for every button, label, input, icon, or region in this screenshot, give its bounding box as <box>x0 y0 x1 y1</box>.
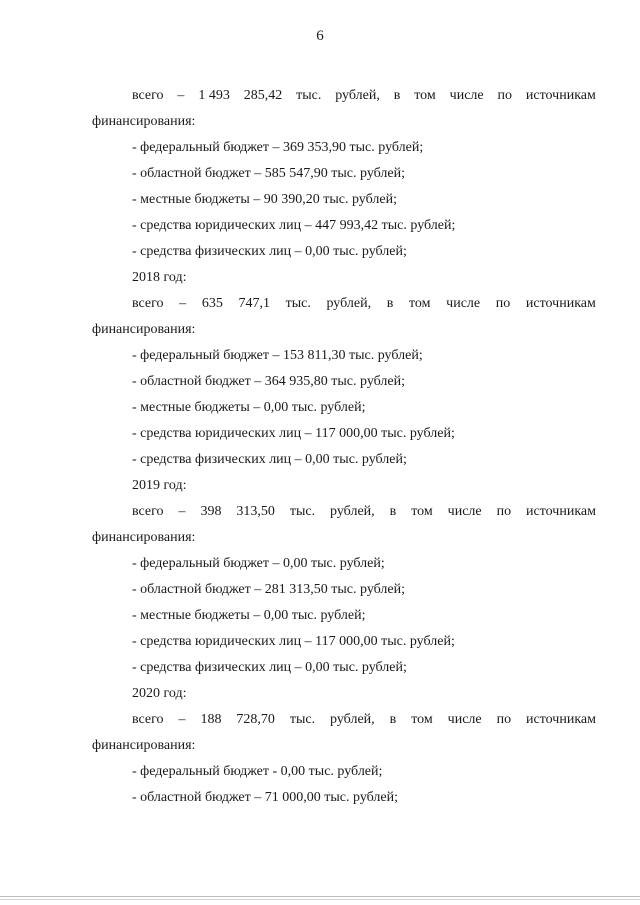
total-word: в <box>389 712 397 727</box>
total-word: – <box>178 504 186 519</box>
total-word: – <box>177 88 185 103</box>
total-word: 747,1 <box>238 296 270 311</box>
total-word: 635 <box>201 296 223 311</box>
total-word: рублей, <box>335 88 380 103</box>
total-word: по <box>496 712 512 727</box>
total-word: том <box>409 296 431 311</box>
funding-item: - средства юридических лиц – 117 000,00 тыс. рублей; <box>132 634 455 649</box>
total-word: 1 493 <box>198 88 230 103</box>
funding-item: - местные бюджеты – 0,00 тыс. рублей; <box>132 400 366 415</box>
funding-item: - федеральный бюджет – 153 811,30 тыс. рублей; <box>132 348 423 363</box>
total-word: источникам <box>525 296 596 311</box>
total-word: том <box>411 712 433 727</box>
total-word: числе <box>447 504 482 519</box>
funding-item: - федеральный бюджет - 0,00 тыс. рублей; <box>132 764 383 779</box>
total-line <box>92 707 596 733</box>
funding-item: - средства физических лиц – 0,00 тыс. рублей; <box>132 452 407 467</box>
total-word: числе <box>446 296 481 311</box>
total-word: по <box>496 504 512 519</box>
total-word: в <box>386 296 394 311</box>
funding-item: - областной бюджет – 71 000,00 тыс. рублей; <box>132 790 398 805</box>
total-line <box>92 83 596 109</box>
total-word: в <box>393 88 401 103</box>
total-word: числе <box>447 712 482 727</box>
total-word: том <box>411 504 433 519</box>
total-word: рублей, <box>330 504 375 519</box>
total-word: по <box>497 88 513 103</box>
total-word: всего <box>132 88 164 103</box>
year-heading: 2019 год: <box>132 478 187 493</box>
page-number: 6 <box>316 28 324 44</box>
total-continuation: финансирования: <box>92 322 196 337</box>
funding-item: - местные бюджеты – 90 390,20 тыс. рублей; <box>132 192 397 207</box>
total-continuation: финансирования: <box>92 114 196 129</box>
footer-rule <box>0 899 640 900</box>
total-word: числе <box>449 88 484 103</box>
total-word: по <box>495 296 511 311</box>
funding-item: - федеральный бюджет – 0,00 тыс. рублей; <box>132 556 385 571</box>
total-word: источникам <box>526 712 596 727</box>
year-heading: 2018 год: <box>132 270 187 285</box>
funding-item: - средства юридических лиц – 117 000,00 тыс. рублей; <box>132 426 455 441</box>
total-word: всего <box>132 504 164 519</box>
total-word: тыс. <box>285 296 311 311</box>
total-word: источникам <box>525 88 596 103</box>
funding-item: - областной бюджет – 281 313,50 тыс. рублей; <box>132 582 405 597</box>
total-word: – <box>179 296 187 311</box>
document-body <box>92 83 596 811</box>
total-word: рублей, <box>326 296 372 311</box>
total-line <box>92 499 596 525</box>
total-word: том <box>414 88 436 103</box>
year-heading: 2020 год: <box>132 686 187 701</box>
footer-rule <box>0 896 640 897</box>
total-word: тыс. <box>296 88 322 103</box>
total-word: 313,50 <box>236 504 275 519</box>
funding-item: - областной бюджет – 585 547,90 тыс. рублей; <box>132 166 405 181</box>
total-word: источникам <box>526 504 596 519</box>
total-word: 188 <box>200 712 222 727</box>
total-word: в <box>389 504 397 519</box>
total-word: 285,42 <box>243 88 283 103</box>
total-word: тыс. <box>289 504 316 519</box>
funding-item: - местные бюджеты – 0,00 тыс. рублей; <box>132 608 366 623</box>
total-word: тыс. <box>289 712 316 727</box>
total-word: 398 <box>200 504 222 519</box>
funding-item: - федеральный бюджет – 369 353,90 тыс. рублей; <box>132 140 424 155</box>
funding-item: - средства физических лиц – 0,00 тыс. рублей; <box>132 660 407 675</box>
funding-item: - областной бюджет – 364 935,80 тыс. рублей; <box>132 374 405 389</box>
total-continuation: финансирования: <box>92 738 196 753</box>
total-line <box>92 291 596 317</box>
funding-item: - средства физических лиц – 0,00 тыс. рублей; <box>132 244 407 259</box>
total-word: всего <box>132 712 164 727</box>
total-word: 728,70 <box>236 712 275 727</box>
total-word: рублей, <box>330 712 375 727</box>
total-continuation: финансирования: <box>92 530 196 545</box>
funding-item: - средства юридических лиц – 447 993,42 тыс. рублей; <box>132 218 456 233</box>
total-word: – <box>178 712 186 727</box>
total-word: всего <box>132 296 164 311</box>
